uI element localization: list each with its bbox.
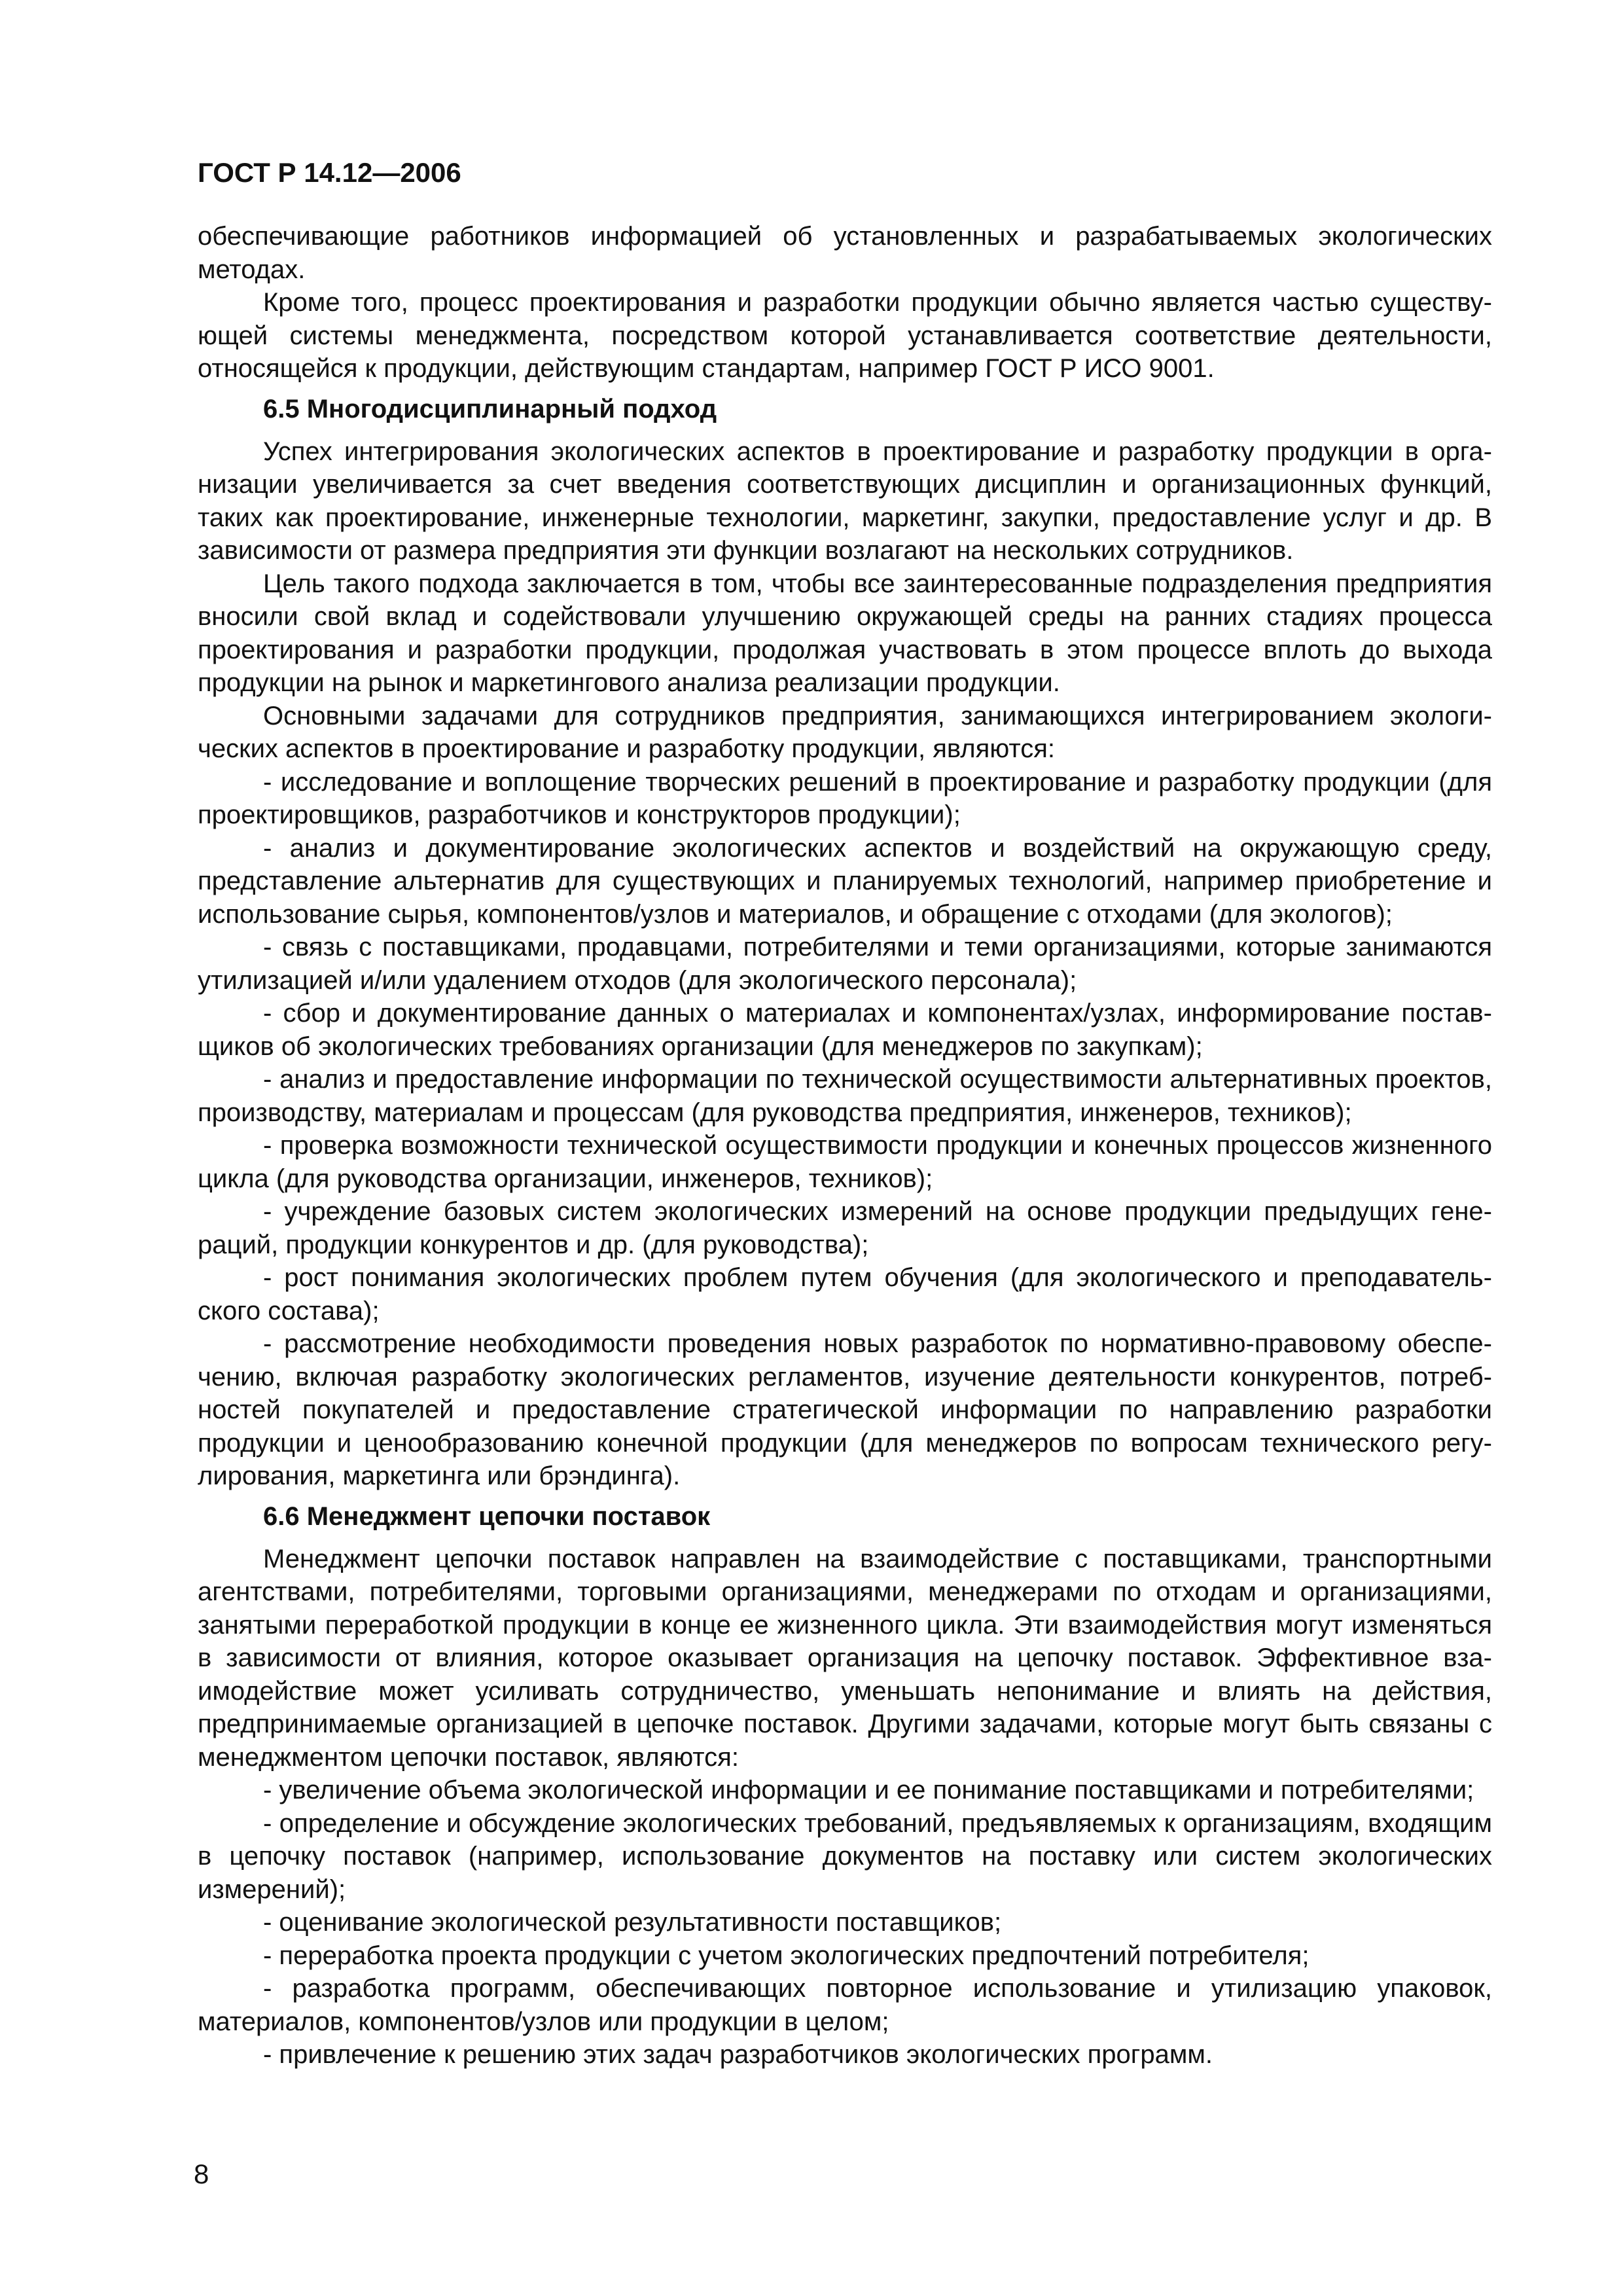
document-code-header: ГОСТ Р 14.12—2006 [198, 157, 461, 188]
list-item: - оценивание экологической результативности поставщиков; [263, 1908, 1002, 1937]
section-heading-6-5: 6.5 Многодисциплинарный подход [263, 394, 717, 423]
paragraph-intro-continuation: обеспечивающие работников информацией об установленных и разрабатываемых экологических методах. [198, 222, 1492, 284]
paragraph-6-5-tasks-intro: Основными задачами для сотрудников предприятия, занимающихся интегрированием экологических аспектов в проектирование и разработку продукции, являются: [198, 701, 1492, 763]
list-item: - связь с поставщиками, продавцами, потребителями и теми организациями, которые занимаются утилизацией и/или удалением отходов (для экологического персонала); [198, 933, 1492, 995]
list-item: - увеличение объема экологической информации и ее понимание поставщиками и потребителями; [263, 1776, 1474, 1804]
list-item: - проверка возможности технической осуществимости продукции и конечных процессов жизненного цикла (для руководства организации, инженеров, техников); [198, 1131, 1492, 1193]
list-item: - исследование и воплощение творческих решений в проектирование и разработку продукции (для проектировщиков, разработчиков и конструкторов продукции); [198, 767, 1492, 829]
list-item: - рост понимания экологических проблем путем обучения (для экологического и преподавательского состава); [198, 1263, 1492, 1325]
list-item: - определение и обсуждение экологических требований, предъявляемых к организациям, входящим в цепочку поставок (например, использование документов на поставку или систем экологических измерений); [198, 1808, 1492, 1904]
list-item: - переработка проекта продукции с учетом экологических предпочтений потребителя; [263, 1941, 1310, 1970]
document-page [198, 156, 1492, 2072]
list-item: - сбор и документирование данных о материалах и компонентах/узлах, информирование поставщиков об экологических требованиях организации (для менеджеров по закупкам); [198, 999, 1492, 1061]
paragraph-intro-management-system: Кроме того, процесс проектирования и разработки продукции обычно является частью существующей системы менеджмента, посредством которой устанавливается соответствие деятельности, относящейся к продукции, действующим стандартам, например ГОСТ Р ИСО 9001. [198, 288, 1492, 383]
paragraph-6-5-success: Успех интегрирования экологических аспектов в проектирование и разработку продукции в организации увеличивается за счет введения соответствующих дисциплин и организационных функций, таких как проектирование, инженерные технологии, маркетинг, закупки, предоставление услуг и др. В зависимости от размера предприятия эти функции возлагают на нескольких сотрудников. [198, 437, 1492, 565]
section-heading-6-6: 6.6 Менеджмент цепочки поставок [263, 1501, 711, 1531]
list-item: - разработка программ, обеспечивающих повторное использование и утилизацию упаковок, материалов, компонентов/узлов или продукции в целом; [198, 1974, 1492, 2036]
list-item: - анализ и предоставление информации по технической осуществимости альтернативных проектов, производству, материалам и процессам (для руководства предприятия, инженеров, техников); [198, 1065, 1492, 1127]
page-number: 8 [194, 2159, 209, 2189]
list-item: - рассмотрение необходимости проведения новых разработок по нормативно-правовому обеспечению, включая разработку экологических регламентов, изучение деятельности конкурентов, потребностей покупателей и предоставление стратегической информации по направлению разработки продукции и ценообразованию конечной продукции (для менеджеров по вопросам технического регулирования, маркетинга или брэндинга). [198, 1329, 1492, 1490]
list-item: - анализ и документирование экологических аспектов и воздействий на окружающую среду, представление альтернатив для существующих и планируемых технологий, например приобретение и использование сырья, компонентов/узлов и материалов, и обращение с отходами (для экологов); [198, 833, 1492, 929]
paragraph-6-5-goal: Цель такого подхода заключается в том, чтобы все заинтересованные подразделения предприятия вносили свой вклад и содействовали улучшению окружающей среды на ранних стадиях процесса проектирования и разработки продукции, продолжая участвовать в этом процессе вплоть до выхода продукции на рынок и маркетингового анализа реализации продукции. [198, 569, 1492, 697]
paragraph-6-6-supply-chain: Менеджмент цепочки поставок направлен на взаимодействие с поставщиками, транспортными агентствами, потребителями, торговыми организациями, менеджерами по отходам и организациями, занятыми переработкой продукции в конце ее жизненного цикла. Эти взаимодействия могут изменяться в зависимости от влияния, которое оказывает организация на цепочку поставок. Эффективное взаимодействие может усиливать сотрудничество, уменьшать непонимание и влиять на действия, предпринимаемые организацией в цепочке поставок. Другими задачами, которые могут быть связаны с менеджментом цепочки поставок, являются: [198, 1544, 1492, 1772]
list-item: - привлечение к решению этих задач разработчиков экологических программ. [263, 2040, 1213, 2069]
list-item: - учреждение базовых систем экологических измерений на основе продукции предыдущих генераций, продукции конкурентов и др. (для руководства); [198, 1197, 1492, 1259]
